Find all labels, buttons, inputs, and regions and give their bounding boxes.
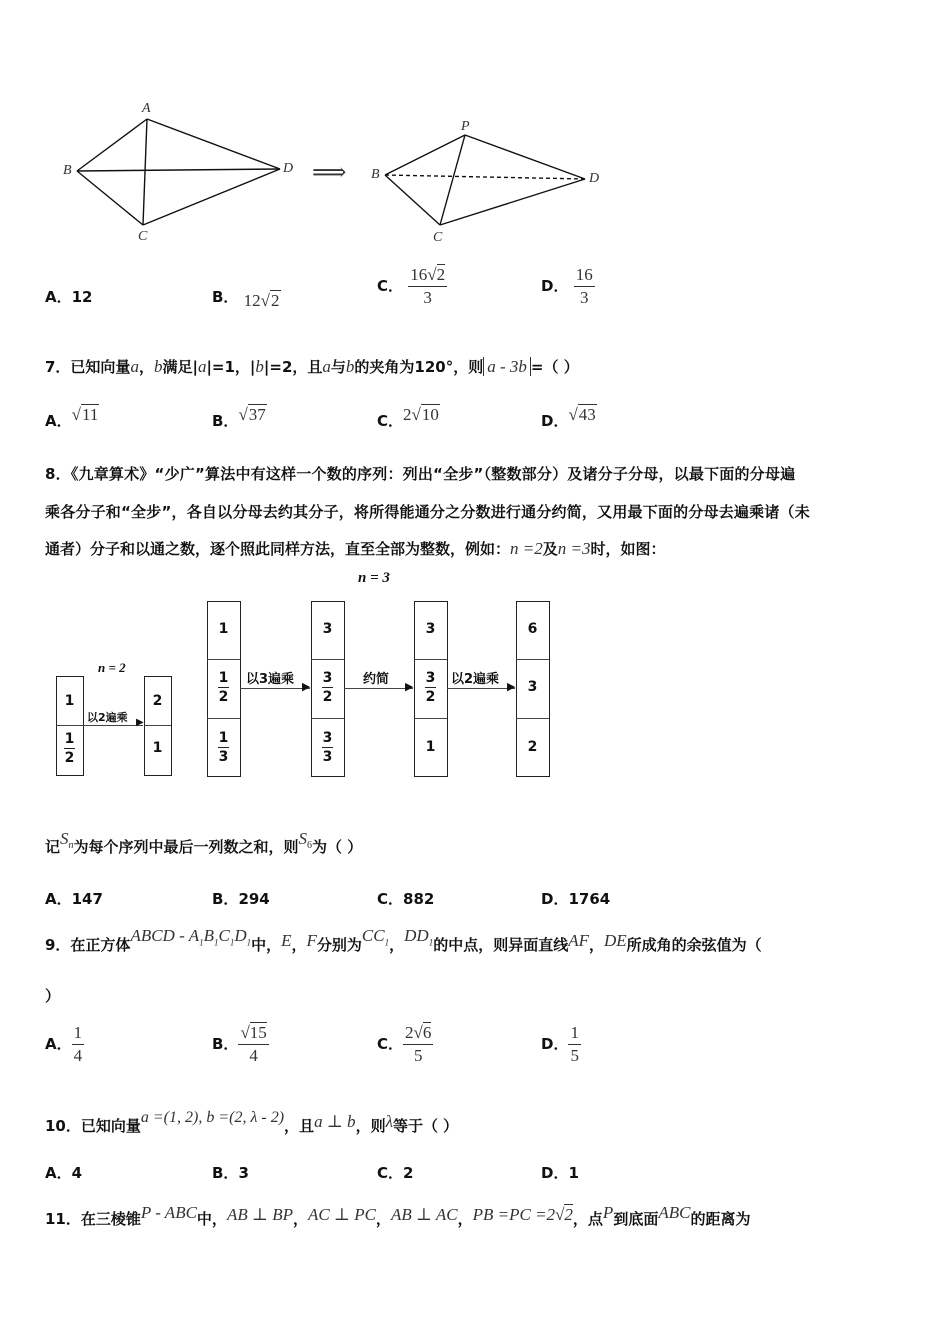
cell-frac: 1 3 <box>218 730 229 765</box>
q8-line3: 通者）分子和以通之数，逐个照此同样方法，直至全部为整数，例如：n =2及n =3时，如图： <box>45 539 666 558</box>
q7-stem: 7．已知向量a，b满足|a|=1，|b|=2，且a与b的夹角为120°，则 a - 3b =（ ） <box>45 357 579 376</box>
q8-line4: 记$S_n$为每个序列中最后一列数之和，则$S_6$为（ ） <box>45 829 363 856</box>
cell: 6 <box>527 621 538 637</box>
q10-stem: 10．已知向量a =(1, 2), b =(2, λ - 2)，且a ⊥ b，则λ等于（ ） <box>45 1109 459 1135</box>
label-d2: D <box>589 171 600 186</box>
q8-line1: 8．《九章算术》“少广”算法中有这样一个数的序列：列出“全步”（整数部分）及诸分子分母，以最下面的分母遍 <box>45 465 796 483</box>
q8-option-a[interactable]: A．147 <box>45 890 103 908</box>
q6-option-b[interactable]: B． 12√2 <box>212 288 280 310</box>
implies-arrow: ⟹ <box>312 160 347 186</box>
q7-option-a[interactable]: A．√11 <box>45 405 99 430</box>
q9-option-d[interactable]: D． $\frac{1}{5}$ <box>541 1023 579 1065</box>
n2-title: n = 2 <box>98 660 126 675</box>
q9-option-b[interactable]: B． $\frac{√15}{4}$ <box>212 1023 267 1065</box>
q8-line2: 乘各分子和“全步”，各自以分母去约其分子，将所得能通分之分数进行通分约简，又用最下面的分母去遍乘诸（未 <box>45 503 810 521</box>
q10-option-c[interactable]: C．2 <box>377 1164 414 1182</box>
q8-option-b[interactable]: B．294 <box>212 890 270 908</box>
q9-stem: 9．在正方体ABCD - $A_1B_1C_1D_1$中，E，F分别为$CC_1$，$DD_1$的中点，则异面直线AF，DE所成角的余弦值为（ <box>45 926 762 954</box>
cell-frac: 3 2 <box>322 670 333 705</box>
label-c2: C <box>433 230 443 245</box>
cell: 3 <box>527 679 538 695</box>
label-b: B <box>63 163 72 178</box>
label-b2: B <box>371 167 380 182</box>
cell: 2 <box>527 739 538 755</box>
cell: 1 <box>152 740 163 756</box>
q10-option-a[interactable]: A．4 <box>45 1164 83 1182</box>
cell-frac: 1 2 <box>64 731 75 766</box>
cell: 1 <box>64 693 75 709</box>
cell-frac: 1 2 <box>218 670 229 705</box>
q7-option-b[interactable]: B．√37 <box>212 405 266 430</box>
label-c: C <box>138 229 148 244</box>
q9-option-a[interactable]: A． $\frac{1}{4}$ <box>45 1023 83 1065</box>
cell: 1 <box>218 621 229 637</box>
cell: 3 <box>425 621 436 637</box>
q6-option-c[interactable]: C． $\frac{16√2}{3}$ <box>377 265 446 307</box>
q10-option-d[interactable]: D．1 <box>541 1164 579 1182</box>
cell: 2 <box>152 693 163 709</box>
q11-stem: 11．在三棱锥P - ABC中，AB ⊥ BP，AC ⊥ PC，AB ⊥ AC，PB =PC =2√2，点P到底面ABC的距离为 <box>45 1203 751 1228</box>
cell-frac: 3 3 <box>322 730 333 765</box>
q6-option-d[interactable]: D． $\frac{16}{3}$ <box>541 265 593 307</box>
q7-option-d[interactable]: D．√43 <box>541 405 596 430</box>
q6-option-a[interactable]: A．12 <box>45 288 93 306</box>
q9-close: ） <box>45 987 61 1005</box>
q8-option-c[interactable]: C．882 <box>377 890 435 908</box>
cell: 1 <box>425 739 436 755</box>
arrow-label: 以3遍乘 <box>246 672 295 687</box>
q9-option-c[interactable]: C． $\frac{2√6}{5}$ <box>377 1023 432 1065</box>
q10-option-b[interactable]: B．3 <box>212 1164 249 1182</box>
q8-option-d[interactable]: D．1764 <box>541 890 611 908</box>
q7-option-c[interactable]: C．2√10 <box>377 405 439 430</box>
arrow-label: 以2遍乘 <box>451 672 500 687</box>
n2-col2 <box>144 676 172 776</box>
cell: 3 <box>322 621 333 637</box>
label-a: A <box>142 101 151 116</box>
label-d: D <box>283 161 294 176</box>
arrow-label: 以2遍乘 <box>87 711 128 724</box>
label-p: P <box>461 119 470 134</box>
cell-frac: 3 2 <box>425 670 436 705</box>
n3-title: n = 3 <box>358 570 390 586</box>
arrow-label: 约简 <box>363 672 390 687</box>
